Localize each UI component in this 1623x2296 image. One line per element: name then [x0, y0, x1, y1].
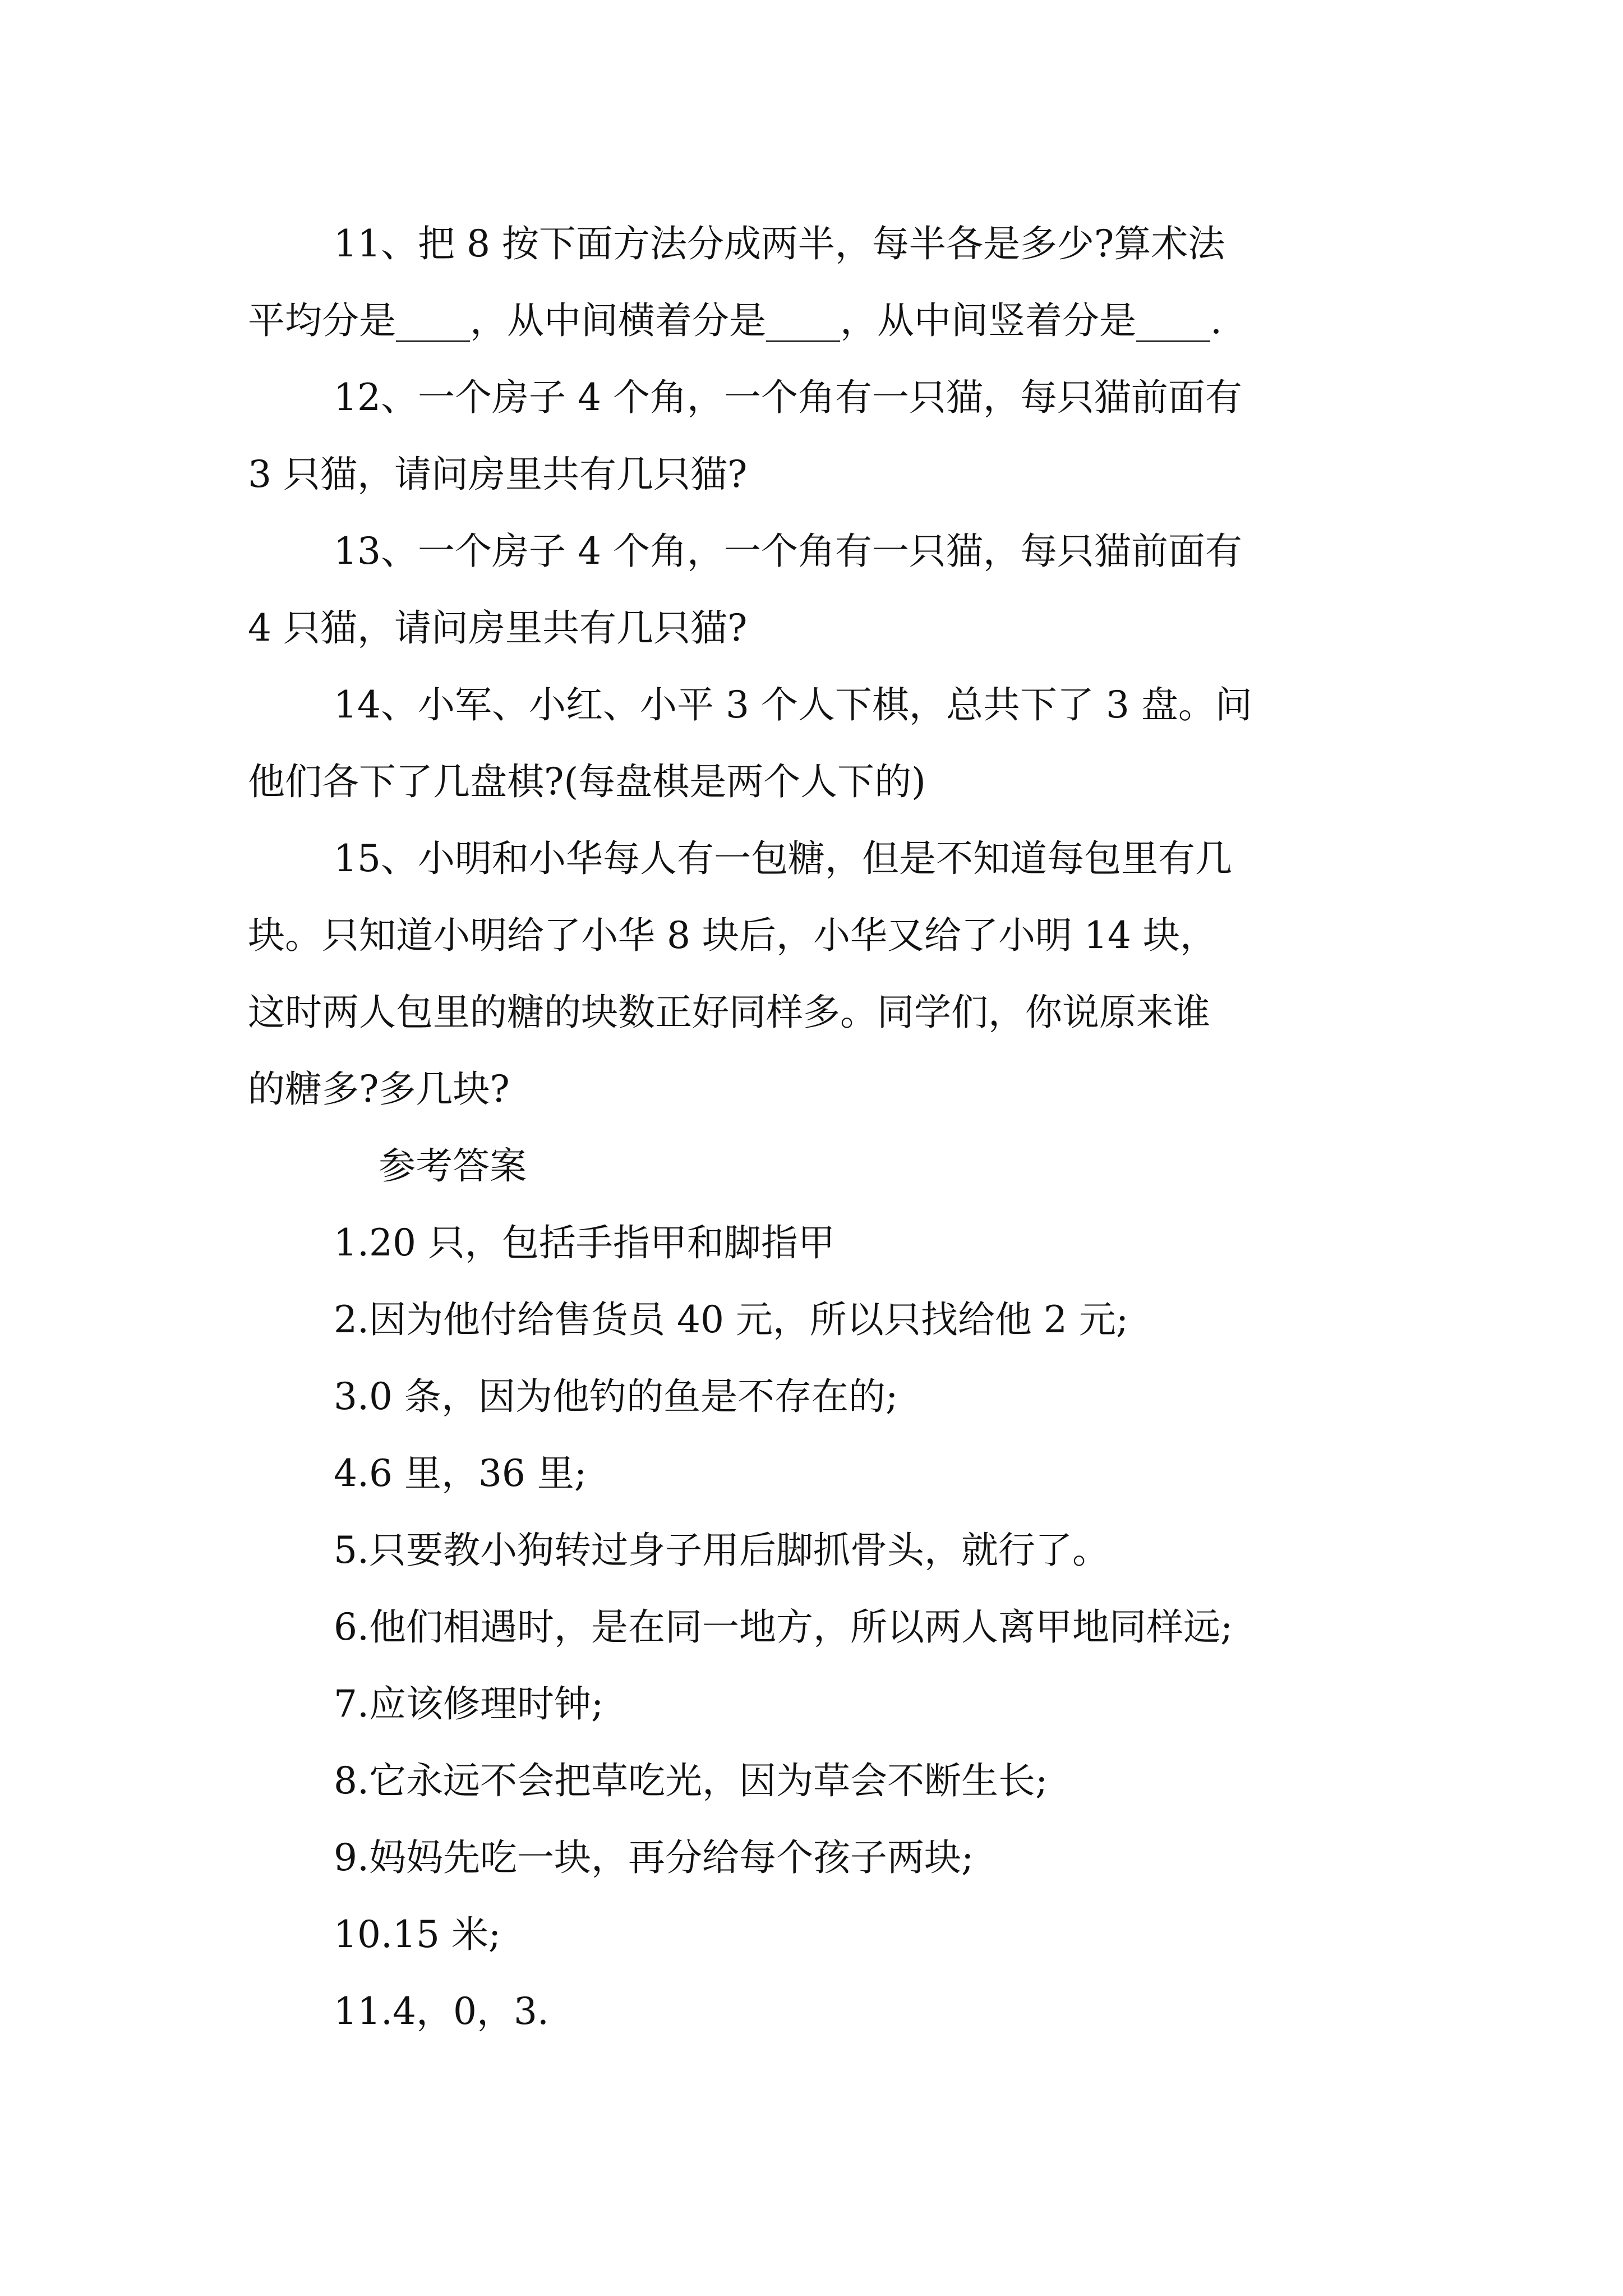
- answer-item: 4.6 里，36 里;: [334, 1452, 587, 1495]
- question-15-line-1: 15、小明和小华每人有一包糖，但是不知道每包里有几: [334, 837, 1232, 880]
- question-11-line-2: 平均分是____，从中间横着分是____，从中间竖着分是____.: [248, 299, 1222, 342]
- question-14-line-2: 他们各下了几盘棋?(每盘棋是两个人下的): [248, 760, 926, 803]
- question-11-line-1: 11、把 8 按下面方法分成两半，每半各是多少?算术法: [334, 222, 1225, 265]
- answer-item: 5.只要教小狗转过身子用后脚抓骨头，就行了。: [334, 1529, 1109, 1572]
- question-15-line-4: 的糖多?多几块?: [248, 1068, 510, 1111]
- answer-item: 1.20 只，包括手指甲和脚指甲: [334, 1221, 835, 1264]
- answer-item: 2.因为他付给售货员 40 元，所以只找给他 2 元;: [334, 1298, 1129, 1341]
- answer-item: 6.他们相遇时，是在同一地方，所以两人离甲地同样远;: [334, 1605, 1233, 1649]
- question-12-line-1: 12、一个房子 4 个角，一个角有一只猫，每只猫前面有: [334, 376, 1242, 419]
- question-15-line-3: 这时两人包里的糖的块数正好同样多。同学们，你说原来谁: [248, 991, 1210, 1034]
- answer-item: 7.应该修理时钟;: [334, 1682, 604, 1726]
- question-15-line-2: 块。只知道小明给了小华 8 块后，小华又给了小明 14 块，: [248, 914, 1217, 957]
- answer-item: 8.它永远不会把草吃光，因为草会不断生长;: [334, 1759, 1048, 1802]
- answers-heading: 参考答案: [379, 1144, 527, 1188]
- answer-item: 11.4，0，3.: [334, 1990, 549, 2033]
- answer-item: 9.妈妈先吃一块，再分给每个孩子两块;: [334, 1836, 974, 1879]
- question-12-line-2: 3 只猫，请问房里共有几只猫?: [248, 453, 748, 496]
- question-13-line-2: 4 只猫，请问房里共有几只猫?: [248, 606, 748, 650]
- question-14-line-1: 14、小军、小红、小平 3 个人下棋，总共下了 3 盘。问: [334, 683, 1252, 726]
- answer-item: 3.0 条，因为他钓的鱼是不存在的;: [334, 1375, 898, 1418]
- question-13-line-1: 13、一个房子 4 个角，一个角有一只猫，每只猫前面有: [334, 530, 1242, 573]
- answer-item: 10.15 米;: [334, 1913, 501, 1956]
